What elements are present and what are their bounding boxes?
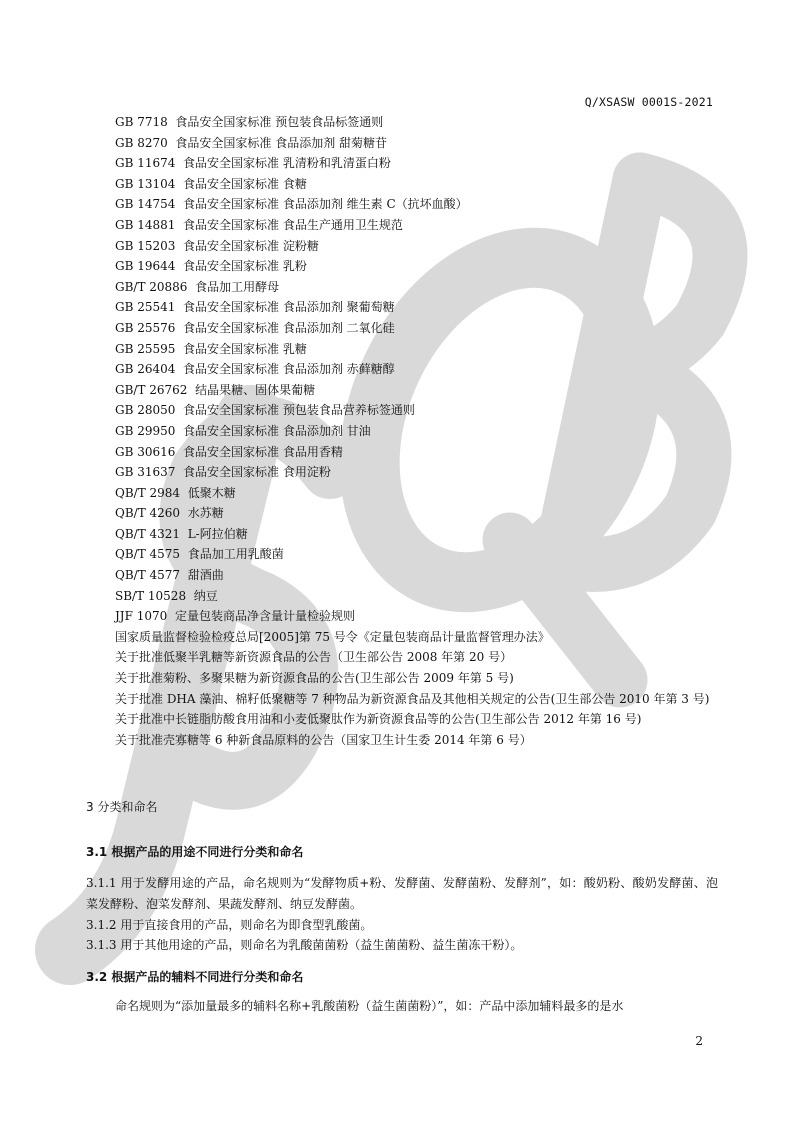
reference-item: GB 25541 食品安全国家标准 食品添加剂 聚葡萄糖 bbox=[115, 300, 395, 315]
reference-item: GB/T 26762 结晶果糖、固体果葡糖 bbox=[115, 382, 316, 397]
reference-item: GB 31637 食品安全国家标准 食用淀粉 bbox=[115, 465, 331, 480]
clause-3-1-2: 3.1.2 用于直接食用的产品，则命名为即食型乳酸菌。 bbox=[86, 918, 373, 932]
notice-item: 国家质量监督检验检疫总局[2005]第 75 号令《定量包装商品计量监督管理办法》 bbox=[115, 629, 550, 644]
reference-item: GB 14881 食品安全国家标准 食品生产通用卫生规范 bbox=[115, 217, 403, 232]
reference-item: GB 8270 食品安全国家标准 食品添加剂 甜菊糖苷 bbox=[115, 135, 388, 150]
reference-item: JJF 1070 定量包装商品净含量计量检验规则 bbox=[115, 609, 355, 624]
section-3-1-heading: 3.1 根据产品的用途不同进行分类和命名 bbox=[86, 845, 304, 859]
section-3-2-heading: 3.2 根据产品的辅料不同进行分类和命名 bbox=[86, 970, 304, 984]
clause-3-1-3: 3.1.3 用于其他用途的产品，则命名为乳酸菌菌粉（益生菌菌粉、益生菌冻干粉）。 bbox=[86, 938, 523, 952]
normative-references-list bbox=[86, 112, 718, 750]
document-code: Q/XSASW 0001S-2021 bbox=[584, 95, 713, 109]
notice-item: 关于批准菊粉、多聚果糖为新资源食品的公告(卫生部公告 2009 年第 5 号) bbox=[115, 671, 514, 686]
notice-item: 关于批准低聚半乳糖等新资源食品的公告（卫生部公告 2008 年第 20 号） bbox=[115, 650, 513, 665]
reference-item: GB 7718 食品安全国家标准 预包装食品标签通则 bbox=[115, 115, 384, 129]
reference-item: GB 19644 食品安全国家标准 乳粉 bbox=[115, 259, 307, 274]
reference-item: QB/T 4321 L-阿拉伯糖 bbox=[115, 526, 248, 541]
reference-item: SB/T 10528 纳豆 bbox=[115, 588, 218, 603]
reference-item: QB/T 4575 食品加工用乳酸菌 bbox=[115, 547, 284, 562]
clause-3-1-1: 3.1.1 用于发酵用途的产品，命名规则为“发酵物质+粉、发酵菌、发酵菌粉、发酵剂”，如：酸奶粉、酸奶发酵菌、泡菜发酵粉、泡菜发酵剂、果蔬发酵剂、纳豆发酵菌。 bbox=[86, 876, 718, 911]
reference-item: QB/T 4260 水苏糖 bbox=[115, 506, 224, 521]
clause-3-2-text: 命名规则为“添加量最多的辅料名称+乳酸菌粉（益生菌菌粉）”，如：产品中添加辅料最多的是水 bbox=[115, 999, 624, 1013]
reference-item: GB 14754 食品安全国家标准 食品添加剂 维生素 C（抗坏血酸） bbox=[115, 197, 468, 212]
notice-item: 关于批准壳寡糖等 6 种新食品原料的公告（国家卫生计生委 2014 年第 6 号） bbox=[115, 732, 532, 747]
reference-item: GB 30616 食品安全国家标准 食品用香精 bbox=[115, 444, 343, 459]
reference-item: GB 15203 食品安全国家标准 淀粉糖 bbox=[115, 238, 319, 253]
notice-item: 关于批准中长链脂肪酸食用油和小麦低聚肽作为新资源食品等的公告(卫生部公告 2012 年第 16 号) bbox=[115, 712, 642, 727]
section-3-heading: 3 分类和命名 bbox=[86, 800, 158, 814]
reference-item: GB 11674 食品安全国家标准 乳清粉和乳清蛋白粉 bbox=[115, 156, 391, 171]
reference-item: GB 26404 食品安全国家标准 食品添加剂 赤藓糖醇 bbox=[115, 362, 395, 377]
reference-item: QB/T 2984 低聚木糖 bbox=[115, 485, 236, 500]
reference-item: GB 29950 食品安全国家标准 食品添加剂 甘油 bbox=[115, 423, 371, 438]
page-number: 2 bbox=[695, 1034, 703, 1048]
reference-item: GB 13104 食品安全国家标准 食糖 bbox=[115, 176, 307, 191]
reference-item: GB 25576 食品安全国家标准 食品添加剂 二氧化硅 bbox=[115, 320, 395, 335]
reference-item: GB 28050 食品安全国家标准 预包装食品营养标签通则 bbox=[115, 403, 415, 418]
reference-item: GB/T 20886 食品加工用酵母 bbox=[115, 279, 280, 294]
reference-item: GB 25595 食品安全国家标准 乳糖 bbox=[115, 341, 307, 356]
notice-item: 关于批准 DHA 藻油、棉籽低聚糖等 7 种物品为新资源食品及其他相关规定的公告(卫生部公告 2010 年第 3 号) bbox=[115, 691, 710, 706]
reference-item: QB/T 4577 甜酒曲 bbox=[115, 568, 224, 583]
